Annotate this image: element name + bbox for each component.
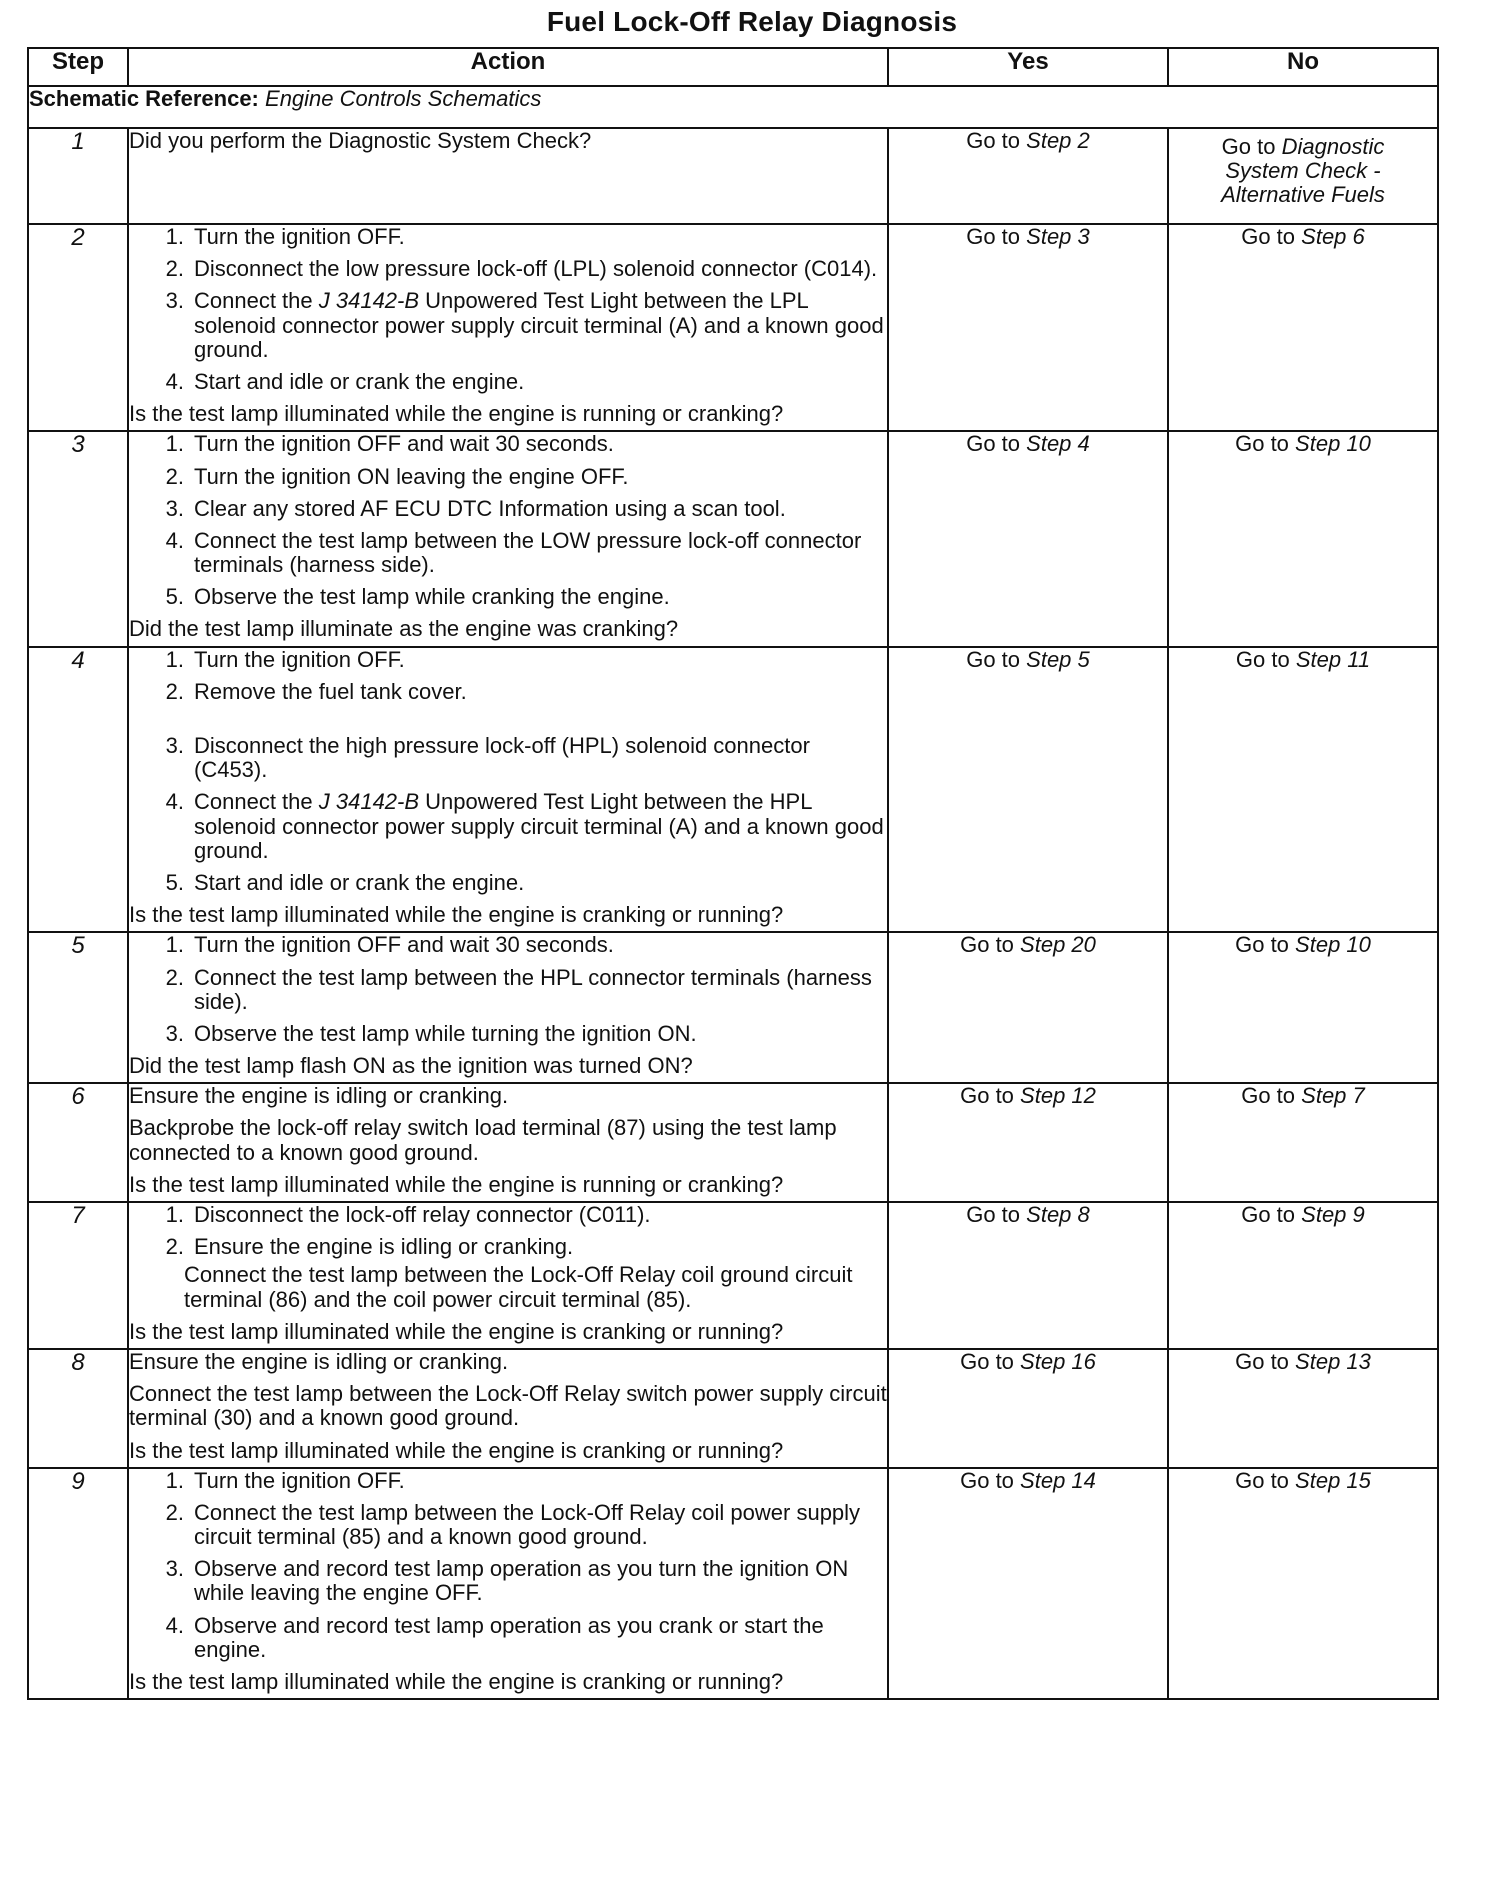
step-action bbox=[128, 932, 888, 1083]
yes-step-link[interactable]: Step 14 bbox=[1020, 1467, 1096, 1493]
action-line: Ensure the engine is idling or cranking. bbox=[129, 1348, 509, 1374]
no-step-link[interactable]: Step 6 bbox=[1301, 224, 1365, 249]
no-step-link[interactable]: Step 10 bbox=[1295, 932, 1371, 958]
list-item: 3. Connect the J 34142-B Unpowered Test Light between the LPL solenoid connector power supply circuit terminal (A) and a known good ground. bbox=[165, 288, 884, 362]
list-item: 1. Turn the ignition OFF and wait 30 seconds. bbox=[165, 932, 614, 958]
no-step-link[interactable]: Step 10 bbox=[1295, 431, 1371, 457]
step-number: 3 bbox=[28, 431, 128, 646]
yes-cell: Go to Step 5 bbox=[888, 647, 1168, 933]
no-cell: Go to Step 7 bbox=[1168, 1083, 1438, 1202]
step-action bbox=[128, 1468, 888, 1700]
step-number: 5 bbox=[28, 932, 128, 1083]
step-question: Is the test lamp illuminated while the engine is cranking or running? bbox=[129, 1437, 784, 1463]
list-item: 3. Clear any stored AF ECU DTC Information using a scan tool. bbox=[165, 495, 786, 521]
step-question: Did the test lamp illuminate as the engine was cranking? bbox=[129, 616, 679, 642]
header-step: Step bbox=[28, 48, 128, 86]
yes-cell bbox=[888, 128, 1168, 224]
step-row-3 bbox=[28, 431, 1438, 646]
step-row-9 bbox=[28, 1468, 1438, 1700]
header-row bbox=[28, 48, 1438, 86]
step-number: 4 bbox=[28, 647, 128, 933]
step-action bbox=[128, 1349, 888, 1468]
step-question: Is the test lamp illuminated while the engine is cranking or running? bbox=[129, 902, 784, 928]
no-step-link[interactable]: Step 9 bbox=[1301, 1202, 1365, 1227]
no-step-link[interactable]: Step 13 bbox=[1295, 1348, 1371, 1374]
action-line: Ensure the engine is idling or cranking. bbox=[129, 1083, 509, 1109]
no-cell: Go to Step 9 bbox=[1168, 1202, 1438, 1349]
no-cell bbox=[1168, 128, 1438, 224]
goto-label: Go to bbox=[1221, 134, 1276, 159]
yes-step-link[interactable]: Step 12 bbox=[1020, 1083, 1096, 1109]
step-action bbox=[128, 224, 888, 431]
step-action bbox=[128, 431, 888, 646]
yes-step-link[interactable]: Step 2 bbox=[1026, 128, 1090, 153]
list-item: 4. Start and idle or crank the engine. bbox=[165, 368, 525, 394]
header-yes: Yes bbox=[888, 48, 1168, 86]
header-no: No bbox=[1168, 48, 1438, 86]
step-row-4 bbox=[28, 647, 1438, 933]
list-item: 3. Disconnect the high pressure lock-off (HPL) solenoid connector (C453). bbox=[165, 733, 810, 783]
header-action: Action bbox=[128, 48, 888, 86]
step-question: Is the test lamp illuminated while the engine is cranking or running? bbox=[129, 1318, 784, 1344]
step-number: 8 bbox=[28, 1349, 128, 1468]
list-item: 5. Observe the test lamp while cranking the engine. bbox=[165, 584, 670, 610]
step-row-6 bbox=[28, 1083, 1438, 1202]
step-number: 7 bbox=[28, 1202, 128, 1349]
step-number: 6 bbox=[28, 1083, 128, 1202]
yes-step-link[interactable]: Step 5 bbox=[1026, 646, 1090, 672]
yes-step-link[interactable]: Step 4 bbox=[1026, 431, 1090, 457]
list-item: 2. Connect the test lamp between the Lock-Off Relay coil power supply circuit terminal (85) and a known good ground. bbox=[165, 1499, 861, 1550]
list-item: 1. Turn the ignition OFF. bbox=[165, 1467, 405, 1493]
list-item: 4. Connect the test lamp between the LOW pressure lock-off connector terminals (harness side). bbox=[165, 527, 862, 578]
list-item: 4. Connect the J 34142-B Unpowered Test Light between the HPL solenoid connector power supply circuit terminal (A) and a known good ground. bbox=[165, 789, 884, 863]
schematic-reference-row bbox=[28, 86, 1438, 128]
yes-step-link[interactable]: Step 20 bbox=[1020, 932, 1096, 958]
no-link-line3[interactable]: Alternative Fuels bbox=[1221, 182, 1385, 208]
step-action bbox=[128, 128, 888, 224]
action-line: Connect the test lamp between the Lock-Off Relay coil ground circuit terminal (86) and the coil power circuit terminal (85). bbox=[184, 1262, 853, 1312]
no-cell: Go to Step 10 bbox=[1168, 431, 1438, 646]
yes-step-link[interactable]: Step 3 bbox=[1026, 224, 1090, 249]
step-question: Is the test lamp illuminated while the engine is running or cranking? bbox=[129, 401, 784, 427]
step-row-8 bbox=[28, 1349, 1438, 1468]
yes-cell: Go to Step 14 bbox=[888, 1468, 1168, 1700]
step-question: Did the test lamp flash ON as the ignition was turned ON? bbox=[129, 1053, 693, 1079]
step-row-1 bbox=[28, 128, 1438, 224]
no-step-link[interactable]: Step 15 bbox=[1295, 1467, 1371, 1493]
list-item: 1. Turn the ignition OFF. bbox=[165, 646, 405, 672]
yes-cell: Go to Step 20 bbox=[888, 932, 1168, 1083]
no-step-link[interactable]: Step 11 bbox=[1295, 646, 1371, 672]
yes-cell: Go to Step 8 bbox=[888, 1202, 1168, 1349]
list-item: 2. Connect the test lamp between the HPL connector terminals (harness side). bbox=[165, 964, 872, 1014]
list-item: 1. Turn the ignition OFF. bbox=[165, 224, 405, 249]
step-number: 9 bbox=[28, 1468, 128, 1700]
step-number: 1 bbox=[28, 128, 128, 224]
no-cell: Go to Step 10 bbox=[1168, 932, 1438, 1083]
list-item: 1. Disconnect the lock-off relay connector (C011). bbox=[165, 1202, 651, 1227]
tool-reference: J 34142-B bbox=[318, 288, 420, 314]
no-cell: Go to Step 15 bbox=[1168, 1468, 1438, 1700]
yes-cell: Go to Step 3 bbox=[888, 224, 1168, 431]
tool-reference: J 34142-B bbox=[318, 789, 420, 815]
yes-step-link[interactable]: Step 8 bbox=[1026, 1202, 1090, 1227]
step-number: 2 bbox=[28, 224, 128, 431]
step-row-5 bbox=[28, 932, 1438, 1083]
step-action bbox=[128, 1083, 888, 1202]
schematic-value: Engine Controls Schematics bbox=[265, 86, 542, 111]
schematic-label: Schematic Reference: bbox=[29, 86, 259, 111]
step-question: Is the test lamp illuminated while the engine is cranking or running? bbox=[129, 1669, 784, 1694]
no-step-link[interactable]: Step 7 bbox=[1301, 1083, 1365, 1109]
list-item: 3. Observe and record test lamp operation as you turn the ignition ON while leaving the engine OFF. bbox=[165, 1556, 849, 1606]
no-cell: Go to Step 6 bbox=[1168, 224, 1438, 431]
goto-label: Go to bbox=[966, 128, 1021, 153]
no-cell: Go to Step 13 bbox=[1168, 1349, 1438, 1468]
diagnosis-table bbox=[27, 47, 1439, 1700]
no-cell: Go to Step 11 bbox=[1168, 647, 1438, 933]
action-line: Connect the test lamp between the Lock-Off Relay switch power supply circuit terminal (30) and a known good ground. bbox=[129, 1381, 887, 1431]
list-item: 3. Observe the test lamp while turning the ignition ON. bbox=[165, 1020, 697, 1046]
list-item: 5. Start and idle or crank the engine. bbox=[165, 869, 525, 895]
action-line: Backprobe the lock-off relay switch load terminal (87) using the test lamp connected to a known good ground. bbox=[129, 1115, 837, 1165]
list-item: 4. Observe and record test lamp operation as you crank or start the engine. bbox=[165, 1612, 824, 1662]
step-question: Is the test lamp illuminated while the engine is running or cranking? bbox=[129, 1171, 784, 1197]
list-item: 1. Turn the ignition OFF and wait 30 seconds. bbox=[165, 431, 614, 457]
list-item: 2. Remove the fuel tank cover. bbox=[165, 678, 467, 704]
step-row-7 bbox=[28, 1202, 1438, 1349]
page-title: Fuel Lock-Off Relay Diagnosis bbox=[546, 6, 958, 37]
list-item: 2. Turn the ignition ON leaving the engine OFF. bbox=[165, 463, 629, 489]
step-row-2 bbox=[28, 224, 1438, 431]
yes-cell: Go to Step 16 bbox=[888, 1349, 1168, 1468]
list-item: 2. Ensure the engine is idling or cranking. bbox=[165, 1234, 574, 1260]
list-item: 2. Disconnect the low pressure lock-off (LPL) solenoid connector (C014). bbox=[165, 256, 878, 282]
yes-cell: Go to Step 4 bbox=[888, 431, 1168, 646]
yes-cell: Go to Step 12 bbox=[888, 1083, 1168, 1202]
step-action bbox=[128, 1202, 888, 1349]
no-link-line1[interactable]: Diagnostic bbox=[1281, 134, 1385, 159]
yes-step-link[interactable]: Step 16 bbox=[1020, 1348, 1096, 1374]
step-action bbox=[128, 647, 888, 933]
step-question: Did you perform the Diagnostic System Check? bbox=[129, 128, 592, 153]
no-link-line2[interactable]: System Check - bbox=[1225, 158, 1381, 184]
